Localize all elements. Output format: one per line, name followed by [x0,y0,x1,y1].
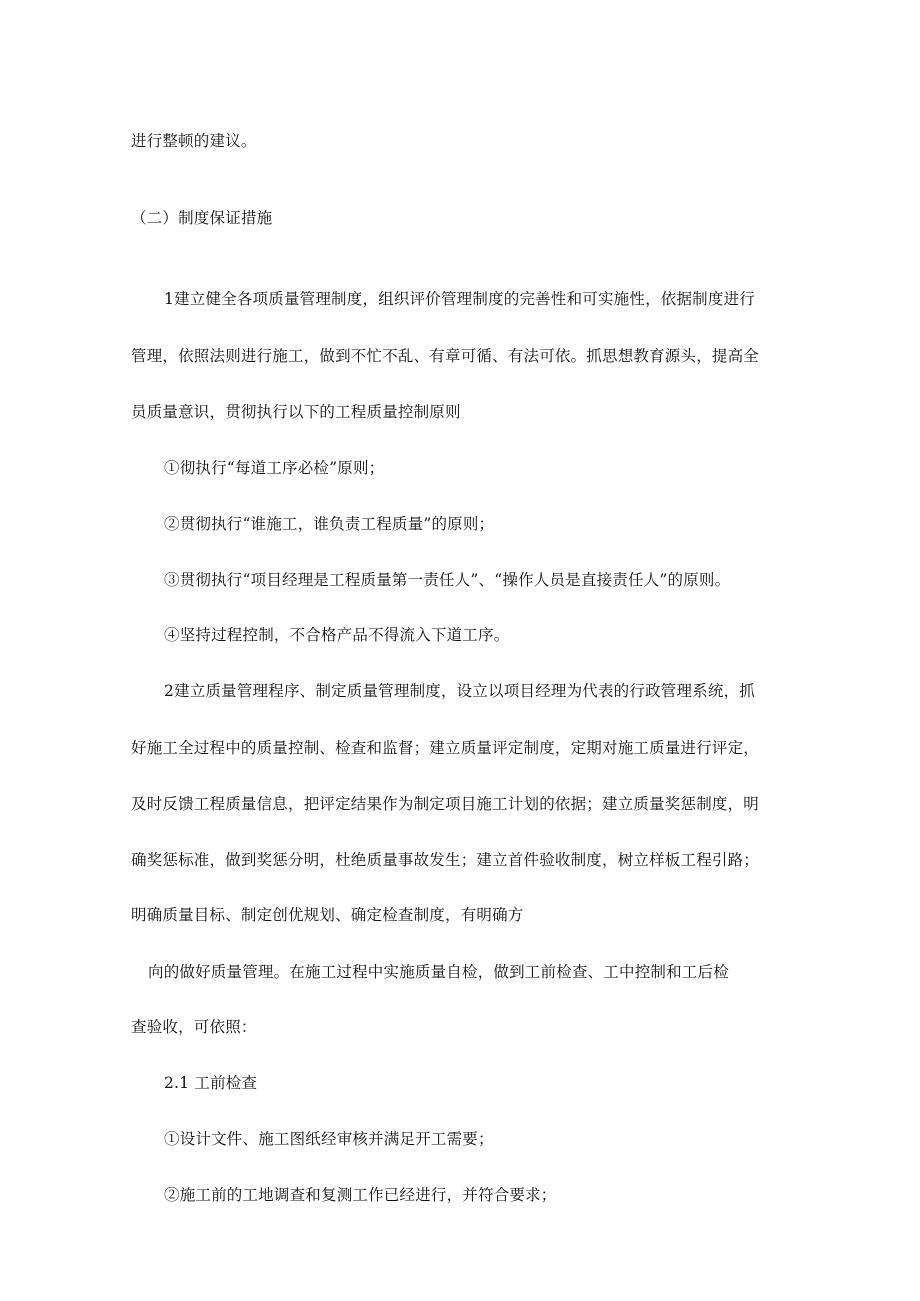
paragraph-line-3: 1建立健全各项质量管理制度，组织评价管理制度的完善性和可实施性，依据制度进行 [164,290,755,308]
list-item-1: ①彻执行“每道工序必检”原则； [164,459,385,477]
subsection-heading: 2.1 工前检查 [164,1074,258,1092]
list-item-5: ①设计文件、施工图纸经审核并满足开工需要； [164,1130,494,1148]
paragraph-line-5: 员质量意识，贯彻执行以下的工程质量控制原则 [131,403,461,421]
list-item-3: ③贯彻执行“项目经理是工程质量第一责任人”、“操作人员是直接责任人”的原则。 [164,571,731,589]
paragraph-line-14: 明确质量目标、制定创优规划、确定检查制度，有明确方 [131,906,524,924]
list-item-6: ②施工前的工地调查和复测工作已经进行，并符合要求； [164,1186,557,1204]
paragraph-line-11: 好施工全过程中的质量控制、检查和监督；建立质量评定制度，定期对施工质量进行评定， [131,739,760,757]
paragraph-line-4: 管理，依照法则进行施工，做到不忙不乱、有章可循、有法可依。抓思想教育源头，提高全 [131,347,760,365]
paragraph-line-10: 2建立质量管理程序、制定质量管理制度，设立以项目经理为代表的行政管理系统，抓 [164,682,755,700]
paragraph-line-15: 向的做好质量管理。在施工过程中实施质量自检，做到工前检查、工中控制和工后检 [148,963,729,981]
paragraph-line-12: 及时反馈工程质量信息，把评定结果作为制定项目施工计划的依据；建立质量奖惩制度，明 [131,795,760,813]
list-item-2: ②贯彻执行“谁施工，谁负责工程质量”的原则； [164,515,495,533]
list-item-4: ④坚持过程控制，不合格产品不得流入下道工序。 [164,626,510,644]
paragraph-line-13: 确奖惩标准，做到奖惩分明，杜绝质量事故发生；建立首件验收制度，树立样板工程引路； [131,851,760,869]
paragraph-line-16: 查验收，可依照： [131,1018,257,1036]
paragraph-line-1: 进行整顿的建议。 [131,132,257,150]
section-heading: （二）制度保证措施 [131,209,273,227]
